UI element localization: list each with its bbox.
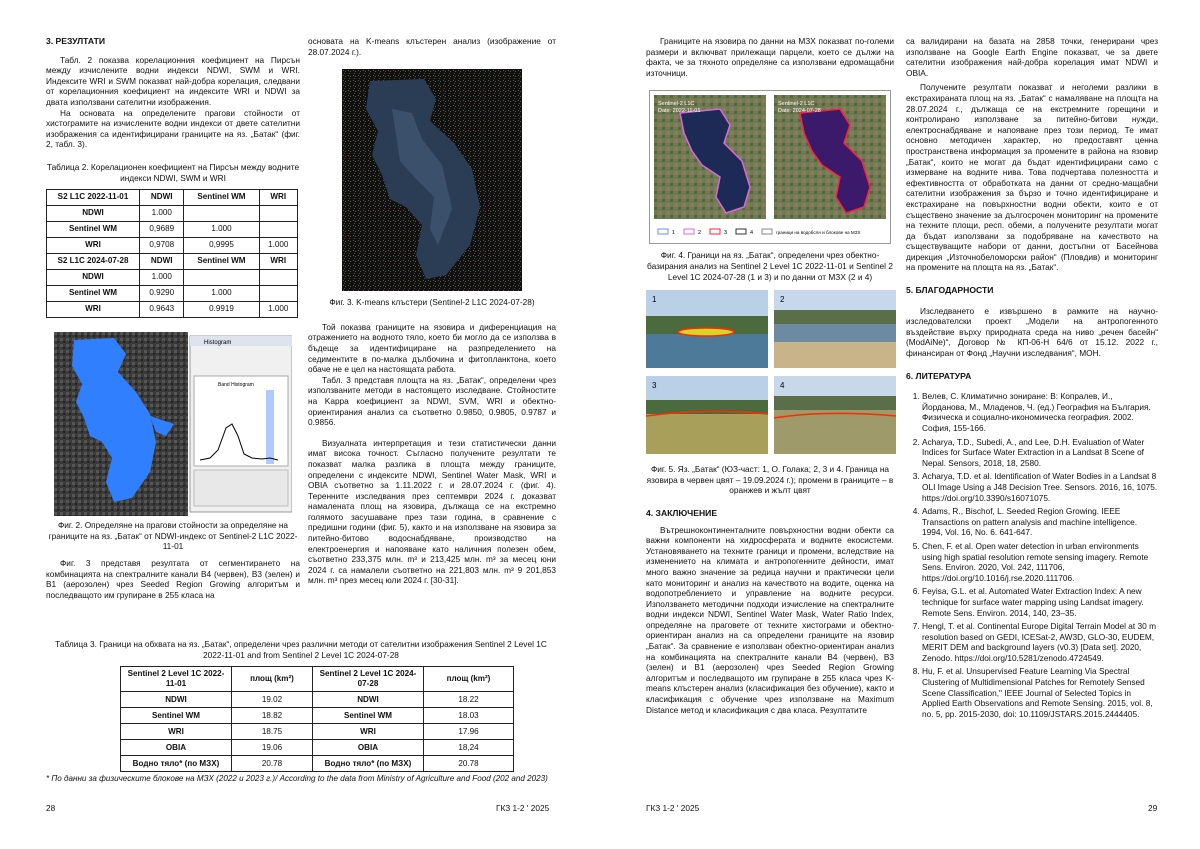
fig5-label-3: 3	[652, 381, 657, 391]
table-cell: WRI	[47, 238, 140, 254]
right-page	[600, 0, 1200, 849]
fig4-right-label-1: Sentinel-2 L1C	[778, 101, 815, 108]
table-cell: 0.9643	[140, 302, 184, 318]
figure-2	[54, 332, 292, 516]
journal-footer-left: ГКЗ 1-2 ' 2025	[496, 803, 550, 813]
histogram-label: Band Histogram	[218, 382, 254, 389]
table-cell: Sentinel WM	[184, 254, 259, 270]
right-column-1	[646, 36, 894, 715]
left-column-1	[46, 36, 300, 600]
column-2-paragraph-1: Той показва границите на язовира и диференциация на отражението на водното тяло, което би могло да се използва в бъдеще за идентифициране на разпределението на седиментите в по-малка дълбочина и фитопланктона, което обаче не е цел на настоящата работа.	[308, 321, 556, 375]
table-cell: 1.000	[259, 302, 298, 318]
figure-2-image	[54, 332, 292, 516]
page-number-left: 28	[46, 803, 56, 813]
table-cell: 0,9995	[184, 238, 259, 254]
table-row	[121, 756, 514, 772]
table-3-caption: Таблица 3. Граници на обхвата на яз. „Батак“, определени чрез различни методи от сателитни изображения Sentinel 2 Level 1C 2022-11-01 and from Sentinel 2 Level 1C 2024-07-28	[55, 639, 547, 660]
figure-5-caption: Фиг. 5. Яз. „Батак“ (ЮЗ-част: 1, О. Голака; 2, 3 и 4. Граница на язовира в червен цвят – 19.09.2024 г.); промени в границите – в оранжев и жълт цвят	[646, 464, 894, 496]
reference-item: 3. Acharya, T.D. et al. Identification of Water Bodies in a Landsat 8 OLI Image Using a J48 Decision Tree. Sensors. 2016, 16, 1075. https://doi.org/10.3390/s16071075.	[922, 471, 1158, 503]
table-row	[47, 302, 298, 318]
table-3-footnote: * По данни за физическите блокове на МЗХ (2022 и 2023 г.)/ According to the data from Ministry of Agriculture and Food (202 and 2023)	[46, 774, 548, 784]
section-6-heading: 6. ЛИТЕРАТУРА	[906, 370, 972, 381]
table-cell: 20.78	[232, 756, 313, 772]
fig4-legend-mzh: граници на водобслн и блокове на МЗХ	[776, 230, 861, 236]
fig4-legend-3: 3	[724, 230, 728, 237]
table-cell: 1.000	[184, 286, 259, 302]
table-cell: S2 L1C 2022-11-01	[47, 190, 140, 206]
table-cell: WRI	[47, 302, 140, 318]
table-cell: WRI	[121, 724, 232, 740]
histogram-dialog-title: Histogram	[204, 340, 232, 347]
table-cell: 19.06	[232, 740, 313, 756]
fig4-right-label-2: Date: 2024-07-28	[778, 108, 821, 115]
table-row	[121, 667, 514, 692]
table-cell: WRI	[259, 254, 298, 270]
table-cell: 1.000	[259, 238, 298, 254]
table-cell	[259, 270, 298, 286]
table-row	[47, 270, 298, 286]
table-cell	[184, 270, 259, 286]
table-cell: Sentinel WM	[121, 708, 232, 724]
reference-item: 7. Hengl, T. et al. Continental Europe Digital Terrain Model at 30 m resolution based on GEDI, ICESat-2, AW3D, GLO-30, EUDEM, MERIT DEM and background layers (v0.3) [Data set]. 2020, Zenodo. https://doi.org/10.5281/zenodo.4724549.	[922, 621, 1158, 663]
table-cell: 1.000	[140, 206, 184, 222]
table-row	[121, 708, 514, 724]
table-cell: 18.82	[232, 708, 313, 724]
section-5-paragraph: Изследването е извършено в рамките на научно-изследователски проект „Модели на антропогенното въздействие върху природната среда на ниво „речен басейн“ (ModAiNe)“, Договор № КП-06-Н 64/6 от 15.12. 2022 г., финансиран от Фонд „Научни изследвания“, МОН.	[906, 305, 1158, 359]
fig5-photo-4	[774, 376, 896, 454]
table-cell: NDWI	[121, 692, 232, 708]
column-4-paragraph-2: Получените резултати показват и неголеми разлики в екстрахираната площ на яз. „Батак“ с намаляване на площта на 28.07.2024 г., дължаща се на екстремните горещини и контролирано използване за питейно-битови нужди, електроснабдяване и напояване през този период. Те имат основно методичен характер, но предоставят ценна пространствена информация за промените в района на язовир „Батак“, които не могат да бъдат идентифицирани само с измерване на водните нива. Това подчертава полезността и ефективността от обработката на данни от средно-мащабни сателитни изображения за бързо и точно идентифициране и екстрахиране на повърхностни водни обекти, които е от съществено значение за дългосрочен мониторинг на промените на техните площи, респ. обеми, а получените резултати могат да бъдат използвани за подобряване на качеството на съществуващите набори от данни, достъпни от Басейнова дирекция „Източнобеломорски район“ (Пловдив) и мониторинг на промените на площта на яз. „Батак“.	[906, 82, 1158, 273]
table-cell: OBIA	[313, 740, 424, 756]
table-cell: 0.9290	[140, 286, 184, 302]
table-cell: Sentinel WM	[313, 708, 424, 724]
table-row	[47, 190, 298, 206]
column-2-paragraph-2: Табл. 3 представя площта на яз. „Батак“, определени чрез използваните методи в настоящето изследване. Стойностите на Kappa коефициент за NDWI, SVM, WRI и обектно-ориентирания анализ са съответно 0.9850, 0.9805, 0.9787 и 0.9856.	[308, 374, 556, 428]
fig4-legend-1: 1	[672, 230, 676, 237]
section-4-paragraph: Вътрешноконтиненталните повърхностни водни обекти са важни компоненти на хидросферата и водните екосистеми. Установяването на техните граници и промени, вследствие на изменението на климата и антропогенните дейности, имат много важно значение за редица научни и практически цели като мониторинг и анализ на качеството на водите, оценка на водопотреблението и управление на водните ресурси. Използването методични подходи изчисление на спектралните водни индекси NDWI, Sentinel Water Mask, Water Ratio Index, определяне на праговете от техните хистограми и обектно-ориентиран анализ на са определени границите на язовир „Батак“. За сравнение е използван обектно-ориентиран анализ на комбинацията на спектралните канали B4 (червен), B3 (зелен) и B1 (аерозолен) чрез Seeded Region Growing алгоритъм и последващото им групиране в 255 класа чрез K-means клъстерен анализ (класификация без обучение), както и класификация с обучение чрез използване на Maximum Distance метод и класификация с два класа. Резултатите	[646, 524, 894, 715]
table-cell: WRI	[313, 724, 424, 740]
figure-3-image	[342, 69, 522, 291]
fig4-legend-2: 2	[698, 230, 702, 237]
reference-item: 6. Feyisa, G.L. et al. Automated Water Extraction Index: A new technique for surface water mapping using Landsat imagery. Remote Sens. Environ. 2014, 140, 23–35.	[922, 586, 1158, 618]
table-cell: 18.03	[424, 708, 514, 724]
table-3-block	[46, 639, 556, 785]
fig4-left-label-1: Sentinel-2 L1C	[658, 101, 695, 108]
page-number-right: 29	[1148, 803, 1158, 813]
table-cell: NDWI	[140, 254, 184, 270]
figure-3	[342, 69, 522, 291]
table-cell: 0,9689	[140, 222, 184, 238]
table-cell: 1.000	[184, 222, 259, 238]
fig5-photo-2	[774, 290, 896, 368]
table-cell: Водно тяло* (по МЗХ)	[313, 756, 424, 772]
reference-item: 2. Acharya, T.D., Subedi, A., and Lee, D.H. Evaluation of Water Indices for Surface Water Extraction in a Landsat 8 Scene of Nepal. Sensors, 2018, 18, 2580.	[922, 437, 1158, 469]
column-2-paragraph-3: Визуалната интерпретация и тези статистически данни имат висока точност. Съгласно получените резултати те показват малка разлика в площта между границите, определени с индексите NDWI, Sentinel Water Mask, WRI и OBIA съответно за 1.11.2022 г. и 28.07.2024 г. (фиг. 4). Теренните изследвания през септември 2024 г. доказват намалената площ на язовира, дължаща се на екстремно голямото засушаване през тази година, в сравнение с предишни години (фиг. 5), както и на използване на язовира за питейно-битово водоснабдяване, производство на електроенергия и напояване като наличния полезен обем, съответно 233,375 млн. m³ и 213,425 млн. m³ за месец юни 2024 г. са намалели съответно на 221,803 млн. m³ 9 201,853 млн. m³ през месец юли 2024 г. [30-31].	[308, 437, 556, 586]
table-2	[46, 189, 298, 318]
table-cell	[184, 206, 259, 222]
table-row	[121, 692, 514, 708]
table-3	[120, 666, 514, 772]
column-3-top-text: Границите на язовира по данни на МЗХ показват по-големи размери и включват прилежащи парцели, което се дължи на факта, че за тяхното определяне са използвани едромащабни източници.	[646, 36, 894, 78]
fig4-left-label-2: Date: 2022-11-01	[658, 108, 701, 115]
table-cell: 1.000	[140, 270, 184, 286]
column-2-top-text: основата на K-means клъстерен анализ (изображение от 28.07.2024 г.).	[308, 36, 556, 57]
fig3-intro-paragraph: Фиг. 3 представя резултата от сегментирането на комбинацията на спектралните канали B4 (червен), B3 (зелен) и B1 (аерозолен) чрез Seeded Region Growing алгоритъм и последващото им групиране в 255 класа на	[46, 557, 300, 600]
table-cell	[259, 206, 298, 222]
figure-4	[649, 90, 891, 244]
table-row	[47, 206, 298, 222]
table-row	[47, 286, 298, 302]
fig5-label-1: 1	[652, 295, 657, 305]
table-2-caption: Таблица 2. Корелационен коефициент на Пирсън между водните индекси NDWI, SWM и WRI	[46, 161, 300, 183]
table-row	[121, 740, 514, 756]
table-cell: NDWI	[47, 206, 140, 222]
column-4-top-text: са валидирани на базата на 2858 точки, генерирани чрез използване на Google Earth Engine показват, че за двете сателитни изображения най-добра корелация имат NDWI и OBIA.	[906, 36, 1158, 78]
table-row	[121, 724, 514, 740]
figure-4-caption: Фиг. 4. Граници на яз. „Батак“, определени чрез обектно-базирания анализ на Sentinel 2 Level 1C 2022-11-01 и Sentinel 2 Level 1C 2024-07-28 (1 и 3) и по данни от МЗХ (2 и 4)	[647, 250, 893, 282]
reference-item: 1. Велев, С. Климатично зониране: В: Копралев, И., Йорданова, М., Младенов, Ч. (ед.) География на България. Физическа и социално-икономическа география. 2002. София, 155-166.	[922, 391, 1158, 433]
table-cell: 20.78	[424, 756, 514, 772]
table-cell: площ (km²)	[424, 667, 514, 692]
table-cell: площ (km²)	[232, 667, 313, 692]
reference-item: 8. Hu, F. et al. Unsupervised Feature Learning Via Spectral Clustering of Multidimensional Patches for Remotely Sensed Scene Classification," IEEE Journal of Selected Topics in Applied Earth Observations and Remote Sensing. 2015, vol. 8, no. 5, pp. 2015-2030, doi: 10.1109/JSTARS.2015.2444405.	[922, 666, 1158, 719]
table-row	[47, 238, 298, 254]
table-cell: 0,9708	[140, 238, 184, 254]
table-cell	[259, 286, 298, 302]
section-3-paragraph-2: На основата на определените прагови стойности от хистограмите на изчислените водни индекси от двете сателитни изображения са идентифицирани границите на яз. „Батак“ (фиг. 2, табл. 3).	[46, 107, 300, 150]
fig5-photo-3	[646, 376, 768, 454]
table-row	[47, 254, 298, 270]
table-cell: 18.75	[232, 724, 313, 740]
left-column-2	[308, 36, 556, 586]
fig5-photo-1	[646, 290, 768, 368]
table-cell: 19.02	[232, 692, 313, 708]
right-column-2	[906, 36, 1158, 722]
section-4-heading: 4. ЗАКЛЮЧЕНИЕ	[646, 507, 718, 518]
references-list	[906, 391, 1158, 719]
table-cell: 18,24	[424, 740, 514, 756]
table-cell	[259, 222, 298, 238]
section-3-heading: 3. РЕЗУЛТАТИ	[46, 36, 106, 46]
table-row	[47, 222, 298, 238]
journal-footer-right: ГКЗ 1-2 ' 2025	[646, 803, 700, 813]
table-cell: WRI	[259, 190, 298, 206]
figure-4-image	[650, 91, 890, 243]
figure-5	[646, 290, 896, 454]
table-cell: Водно тяло* (по МЗХ)	[121, 756, 232, 772]
fig4-legend-4: 4	[750, 230, 754, 237]
figure-3-caption: Фиг. 3. K-means клъстери (Sentinel-2 L1C 2024-07-28)	[329, 297, 535, 308]
table-cell: Sentinel 2 Level 1C 2024-07-28	[313, 667, 424, 692]
figure-2-caption: Фиг. 2. Определяне на прагови стойности за определяне на границите на яз. „Батак“ от NDWI-индекс от Sentinel-2 L1C 2022-11-01	[48, 520, 298, 552]
figure-5-image	[646, 290, 896, 454]
table-cell: Sentinel 2 Level 1C 2022-11-01	[121, 667, 232, 692]
table-cell: 18.22	[424, 692, 514, 708]
reference-item: 5. Chen, F. et al. Open water detection in urban environments using high spatial resolution remote sensing imagery. Remote Sens. Environ. 2020, Vol. 242, 111706, https://doi.org/10.1016/j.rse.2020.111706.	[922, 541, 1158, 583]
table-cell: Sentinel WM	[184, 190, 259, 206]
table-cell: NDWI	[140, 190, 184, 206]
table-cell: S2 L1C 2024-07-28	[47, 254, 140, 270]
section-3-paragraph-1: Табл. 2 показва корелационния коефициент на Пирсън между изчислените водни индекси NDWI, SWM и WRI. Индексите WRI и SWM показват най-добра корелация, следвани от корелационния коефициент на индексите WRI и NDWI за двата използвани сателитни изображения.	[46, 54, 300, 107]
table-cell: 0.9919	[184, 302, 259, 318]
fig5-label-4: 4	[780, 381, 785, 391]
table-cell: 17.96	[424, 724, 514, 740]
table-cell: NDWI	[47, 270, 140, 286]
section-5-heading: 5. БЛАГОДАРНОСТИ	[906, 285, 994, 296]
table-cell: Sentinel WM	[47, 286, 140, 302]
table-cell: NDWI	[313, 692, 424, 708]
table-cell: Sentinel WM	[47, 222, 140, 238]
reference-item: 4. Adams, R., Bischof, L. Seeded Region Growing. IEEE Transactions on pattern analysis and machine intelligence. 1994, Vol. 16, No. 6. 641-647.	[922, 506, 1158, 538]
table-cell: OBIA	[121, 740, 232, 756]
fig5-label-2: 2	[780, 295, 785, 305]
